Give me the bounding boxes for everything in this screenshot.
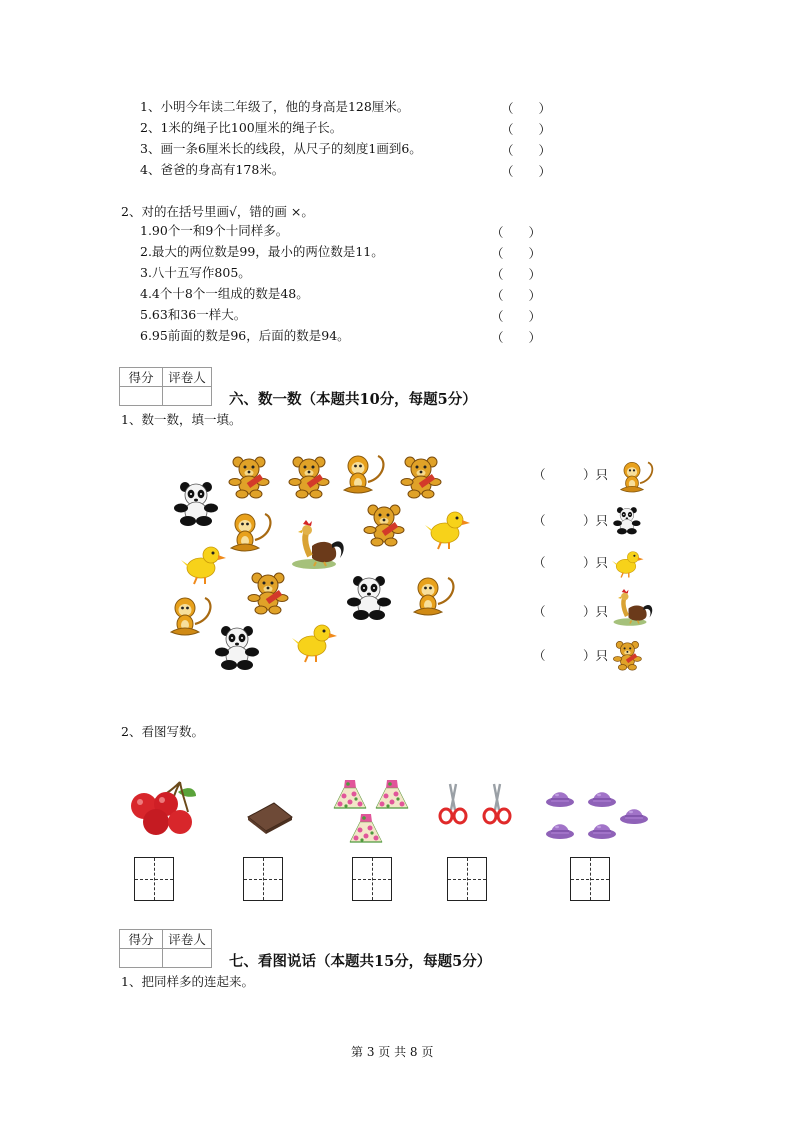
answer-paren[interactable]: （ ） — [501, 143, 552, 158]
answer-paren[interactable]: （ ） — [501, 101, 552, 116]
grader-label: 评卷人 — [163, 930, 212, 949]
q2-title: 2、对的在括号里画√，错的画 ×。 — [121, 204, 314, 219]
score-box — [119, 929, 212, 968]
q2-item-5: 5.63和36一样大。 — [140, 307, 247, 322]
q1-item-4: 4、爸爸的身高有178米。 — [140, 162, 285, 177]
hat-icon — [546, 824, 574, 839]
answer-paren[interactable]: （ ） — [501, 122, 552, 137]
hat-icon — [546, 792, 574, 807]
score-label: 得分 — [120, 368, 163, 387]
grader-cell[interactable] — [163, 949, 212, 968]
notebook-icon — [248, 803, 292, 834]
page-footer: 第 3 页 共 8 页 — [351, 1045, 434, 1059]
cherries-icon — [131, 782, 196, 835]
dress-icon — [376, 780, 408, 808]
question-text: 2、看图写数。 — [121, 724, 204, 739]
answer-paren[interactable]: （ ） — [501, 164, 552, 179]
dress-icon — [350, 814, 382, 842]
section-heading: 七、看图说话（本题共15分，每题5分） — [229, 953, 492, 970]
answer-paren[interactable]: （ ） — [491, 309, 542, 324]
writing-box[interactable] — [447, 857, 487, 901]
q2-item-6: 6.95前面的数是96，后面的数是94。 — [140, 328, 350, 343]
hat-icon — [620, 809, 648, 824]
q1-item-2: 2、1米的绳子比100厘米的绳子长。 — [140, 120, 343, 135]
q2-item-2: 2.最大的两位数是99，最小的两位数是11。 — [140, 244, 384, 259]
score-label: 得分 — [120, 930, 163, 949]
answer-paren[interactable]: （ ） — [491, 246, 542, 261]
hat-icon — [588, 824, 616, 839]
answer-blank-duck[interactable]: （ ）只 — [533, 555, 609, 570]
answer-paren[interactable]: （ ） — [491, 267, 542, 282]
answer-paren[interactable]: （ ） — [491, 288, 542, 303]
dress-icon — [334, 780, 366, 808]
q2-item-4: 4.4个十8个一组成的数是48。 — [140, 286, 309, 301]
answer-paren[interactable]: （ ） — [491, 225, 542, 240]
score-cell[interactable] — [120, 949, 163, 968]
question-text: 1、数一数，填一填。 — [121, 412, 242, 427]
hat-icon — [588, 792, 616, 807]
answer-blank-monkey[interactable]: （ ）只 — [533, 467, 609, 482]
q2-item-3: 3.八十五写作805。 — [140, 265, 251, 280]
section-heading: 六、数一数（本题共10分，每题5分） — [229, 391, 477, 408]
writing-box[interactable] — [243, 857, 283, 901]
scissors-icon — [440, 784, 466, 823]
q2-item-1: 1.90个一和9个十同样多。 — [140, 223, 289, 238]
answer-paren[interactable]: （ ） — [491, 330, 542, 345]
question-text: 1、把同样多的连起来。 — [121, 974, 254, 989]
answer-blank-panda[interactable]: （ ）只 — [533, 513, 609, 528]
grader-label: 评卷人 — [163, 368, 212, 387]
answer-blank-rooster[interactable]: （ ）只 — [533, 604, 609, 619]
q1-item-3: 3、画一条6厘米长的线段，从尺子的刻度1画到6。 — [140, 141, 422, 156]
writing-box[interactable] — [570, 857, 610, 901]
writing-box[interactable] — [134, 857, 174, 901]
scissors-icon — [484, 784, 510, 823]
writing-box[interactable] — [352, 857, 392, 901]
q1-item-1: 1、小明今年读二年级了，他的身高是128厘米。 — [140, 99, 410, 114]
answer-blank-bear[interactable]: （ ）只 — [533, 648, 609, 663]
